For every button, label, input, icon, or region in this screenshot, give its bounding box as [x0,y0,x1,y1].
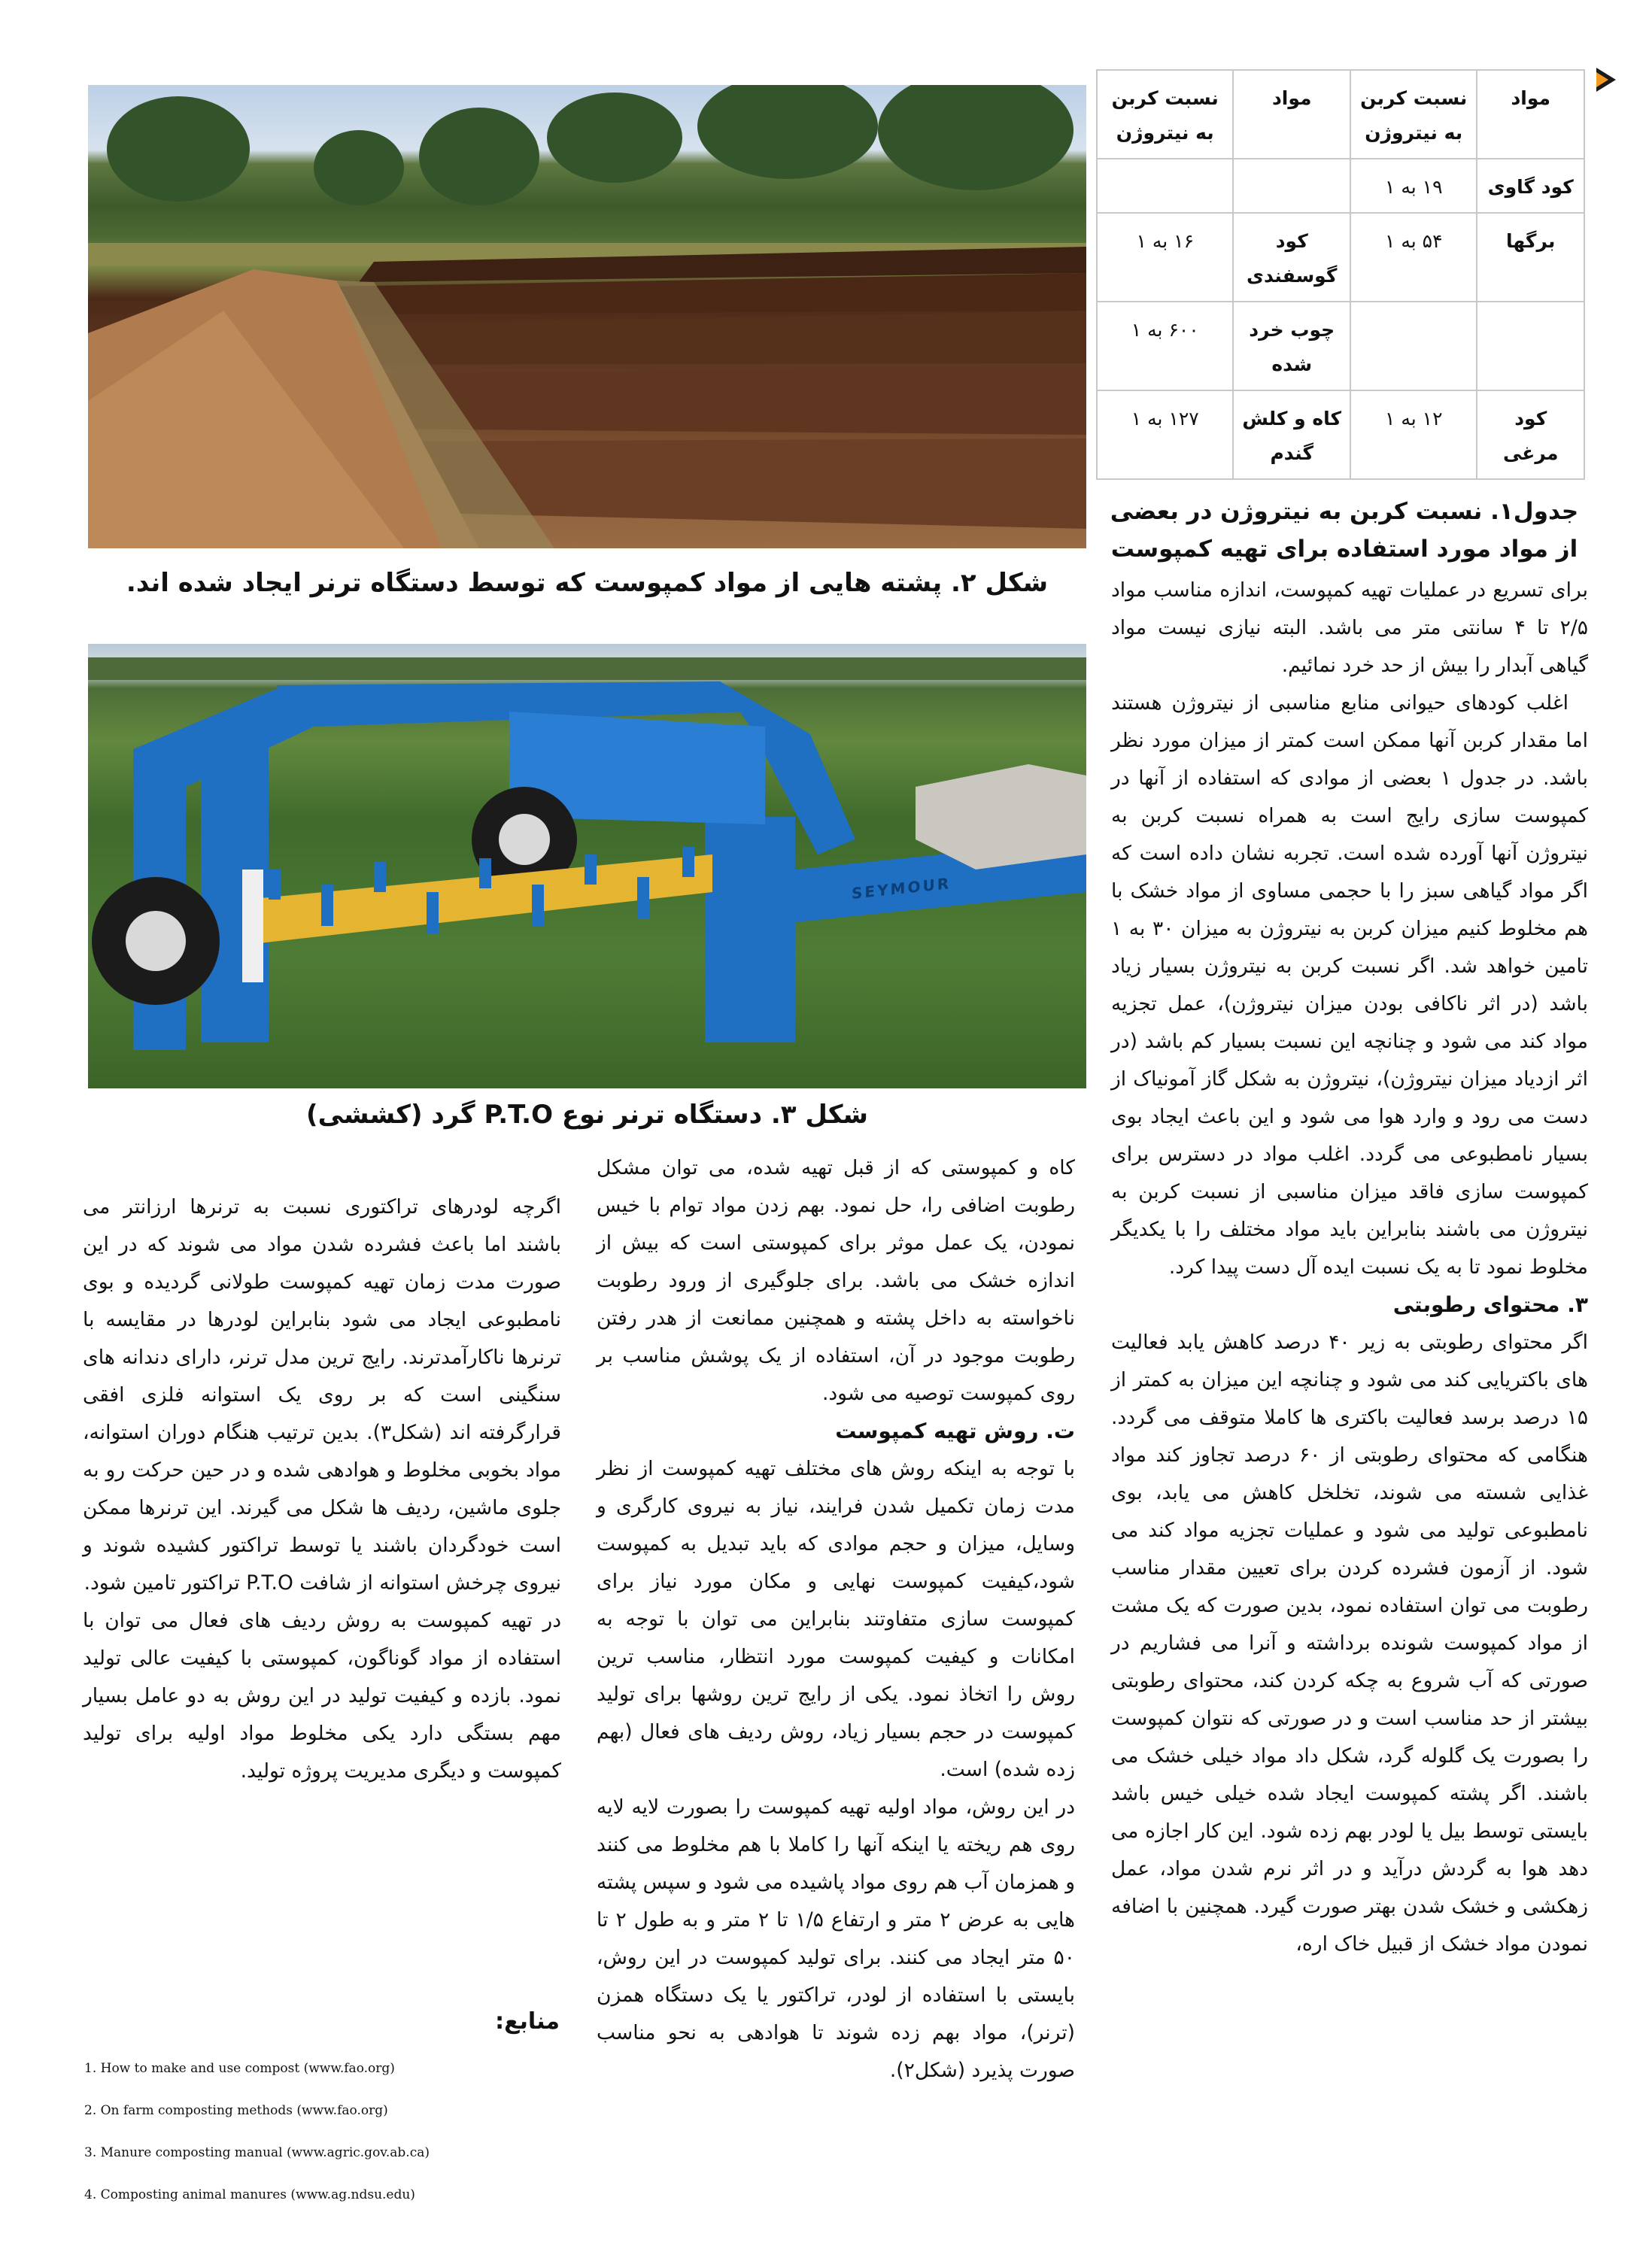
table-cell: برگها [1477,213,1584,302]
paragraph: در تهیه کمپوست به روش ردیف های فعال می توان با استفاده از مواد گوناگون، کمپوستی با کیفیت عالی تولید نمود. بازده و کیفیت تولید در این روش به دو عامل بسیار مهم بستگی دارد یکی مخلوط مواد اولیه برای تولید کمپوست و دیگری مدیریت پروژه تولید. [83,1609,561,1783]
paragraph: اگر محتوای رطوبتی به زیر ۴۰ درصد کاهش یابد فعالیت های باکتریایی کند می شود و چنانچه این میزان به کمتر از ۱۵ درصد برسد فعالیت باکتری ها کاملا متوقف می گردد. هنگامی که محتوای رطوبتی از ۶۰ درصد تجاوز کند مواد غذایی شسته می شوند، تخلخل کاهش می یابد، بوی نامطبوعی تولید می شود و عملیات تجزیه مواد کند می شود. از آزمون فشرده کردن برای تعیین مقدار مناسب رطوبت می توان استفاده نمود، بدین صورت که یک مشت از مواد کمپوست شونده برداشته و آنرا می فشاریم در صورتی که آب شروع به چکه کردن کند، محتوای رطوبتی بیشتر از حد مناسب است و در صورتی که نتوان کمپوست را بصورت یک گلوله گرد، شکل داد مواد خیلی خشک می باشند. اگر پشته کمپوست ایجاد شده خیلی خیس باشد بایستی توسط بیل یا لودر بهم زده شود. این کار اجازه می دهد هوا به گردش درآید و در اثر نرم شدن مواد، عمل زهکشی و خشک شدن بهتر صورت گیرد. همچنین با اضافه نمودن مواد خشک از قبیل خاک اره، [1111,1331,1588,1956]
middle-column [597,1149,1075,2090]
table-row [1097,213,1584,302]
table-cell: ۱۲ به ۱ [1350,390,1477,479]
section-heading: ۳. محتوای رطوبتی [1392,1292,1588,1317]
table-cell: کود گوسفندی [1233,213,1350,302]
paragraph: کاه و کمپوستی که از قبل تهیه شده، می توان مشکل رطوبت اضافی را، حل نمود. بهم زدن مواد توام با خیس نمودن، یک عمل موثر برای کمپوستی است که بیش از اندازه خشک می باشد. برای جلوگیری از ورود رطوبت ناخواسته به داخل پشته و همچنین ممانعت از هدر رفتن رطوبت موجود در آن، استفاده از یک پوشش مناسب بر روی کمپوست توصیه می شود. [597,1156,1075,1405]
carbon-nitrogen-table-wrap [1096,69,1585,480]
references-list [84,2061,566,2229]
paragraph: در این روش، مواد اولیه تهیه کمپوست را بصورت لایه لایه روی هم ریخته یا اینکه آنها را کاملا با هم مخلوط می کنند و همزمان آب هم روی مواد پاشیده می شود و سپس پشته هایی به عرض ۲ متر و ارتفاع ۱/۵ تا ۲ متر و به طول ۲ تا ۵۰ متر ایجاد می کنند. برای تولید کمپوست در این روش، بایستی با استفاده از لودر، تراکتور یا یک دستگاه همزن (ترنر)، مواد بهم زده شوند تا هوادهی به نحو مناسب صورت پذیرد (شکل۲). [597,1795,1075,2082]
compost-turner-photo [88,644,1086,1088]
compost-windrows-photo [88,85,1086,548]
carbon-nitrogen-table [1096,69,1585,480]
table-cell: ۱۹ به ۱ [1350,159,1477,213]
turner-brand-label: SEYMOUR [852,874,952,903]
table-header-row [1097,70,1584,159]
reference-item: 2. On farm composting methods (www.fao.org) [84,2103,388,2118]
reference-item: 4. Composting animal manures (www.ag.ndsu.edu) [84,2187,415,2202]
table-cell: کاه و کلش گندم [1233,390,1350,479]
table-header-cell: مواد [1233,70,1350,159]
table-header-cell: نسبت کربن به نیتروژن [1097,70,1233,159]
figure-3-caption: شکل ۳. دستگاه ترنر نوع P.T.O گرد (کششی) [306,1100,868,1130]
table-cell: ۱۶ به ۱ [1097,213,1233,302]
table-row [1097,302,1584,390]
table-header-cell: نسبت کربن به نیتروژن [1350,70,1477,159]
table-cell: کود مرغی [1477,390,1584,479]
right-column [1111,572,1588,1963]
left-column [83,1188,561,1790]
references-title: منابع: [495,2008,560,2035]
table-cell [1350,302,1477,390]
table-cell: کود گاوی [1477,159,1584,213]
paragraph: برای تسریع در عملیات تهیه کمپوست، اندازه مناسب مواد ۲/۵ تا ۴ سانتی متر می باشد. البته نیازی نیست مواد گیاهی آبدار را بیش از حد خرد نمائیم. [1111,578,1589,677]
table-row [1097,390,1584,479]
table-cell [1477,302,1584,390]
paragraph: اگرچه لودرهای تراکتوری نسبت به ترنرها ارزانتر می باشند اما باعث فشرده شدن مواد می شوند که در این صورت مدت زمان تهیه کمپوست طولانی گردیده و بوی نامطبوعی ایجاد می شود بنابراین لودرها در مقایسه با ترنرها ناکارآمدترند. رایج ترین مدل ترنر، دارای دندانه های سنگینی است که بر روی یک استوانه فلزی افقی قرارگرفته اند (شکل۳). بدین ترتیب هنگام دوران استوانه، مواد بخوبی مخلوط و هوادهی شده و در حین حرکت رو به جلوی ماشین، ردیف ها شکل می گیرند. این ترنرها ممکن است خودگردان باشند یا توسط تراکتور کشیده شوند و نیروی چرخش استوانه از شافت P.T.O تراکتور تامین شود. [83,1195,561,1595]
table-header-cell: مواد [1477,70,1584,159]
table-cell: ۶۰۰ به ۱ [1097,302,1233,390]
paragraph: با توجه به اینکه روش های مختلف تهیه کمپوست از نظر مدت زمان تکمیل شدن فرایند، نیاز به نیروی کارگری و وسایل، میزان و حجم موادی که باید تبدیل به کمپوست شود،کیفیت کمپوست نهایی و مکان مورد نیاز برای کمپوست سازی متفاوتند بنابراین می توان با توجه به امکانات و کیفیت کمپوست مورد انتظار، مناسب ترین روش را اتخاذ نمود. یکی از رایج ترین روشها برای تولید کمپوست در حجم بسیار زیاد، روش ردیف های فعال (بهم زده شده) است. [597,1457,1075,1781]
table-row [1097,159,1584,213]
reference-item: 1. How to make and use compost (www.fao.org) [84,2061,395,2076]
table-caption: جدول۱. نسبت کربن به نیتروژن در بعضی از مواد مورد استفاده برای تهیه کمپوست [1110,498,1579,563]
page-marker-arrow-icon [1593,65,1619,95]
table-cell: ۵۴ به ۱ [1350,213,1477,302]
section-heading: ت. روش تهیه کمپوست [835,1419,1075,1443]
paragraph: اغلب کودهای حیوانی منابع مناسبی از نیتروژن هستند اما مقدار کربن آنها ممکن است کمتر از میزان مورد نظر باشد. در جدول ۱ بعضی از موادی که استفاده از آنها در کمپوست سازی رایج است به همراه نسبت کربن به نیتروژن آنها آورده شده است. تجربه نشان داده است که اگر مواد گیاهی سبز را با حجمی مساوی از مواد خشک با هم مخلوط کنیم میزان کربن به نیتروژن به میزان ۳۰ به ۱ تامین خواهد شد. اگر نسبت کربن به نیتروژن بسیار زیاد باشد (در اثر ناکافی بودن میزان نیتروژن)، عمل تجزیه مواد کند می شود و چنانچه این نسبت بسیار کم باشد (در اثر ازدیاد میزان نیتروژن)، نیتروژن به شکل گاز آمونیاک از دست می رود و وارد هوا می شود و این باعث ایجاد بوی بسیار نامطبوعی می گردد. اغلب مواد در دسترس برای کمپوست سازی فاقد میزان مناسبی از نسبت کربن به نیتروژن می باشند بنابراین باید مواد مختلف را با یکدیگر مخلوط نمود تا به یک نسبت ایده آل دست پیدا کرد. [1111,691,1589,1279]
table-cell: ۱۲۷ به ۱ [1097,390,1233,479]
figure-2-caption: شکل ۲. پشته هایی از مواد کمپوست که توسط دستگاه ترنر ایجاد شده اند. [126,568,1049,598]
reference-item: 3. Manure composting manual (www.agric.gov.ab.ca) [84,2145,430,2160]
table-cell [1097,159,1233,213]
table-cell: چوب خرد شده [1233,302,1350,390]
table-cell [1233,159,1350,213]
